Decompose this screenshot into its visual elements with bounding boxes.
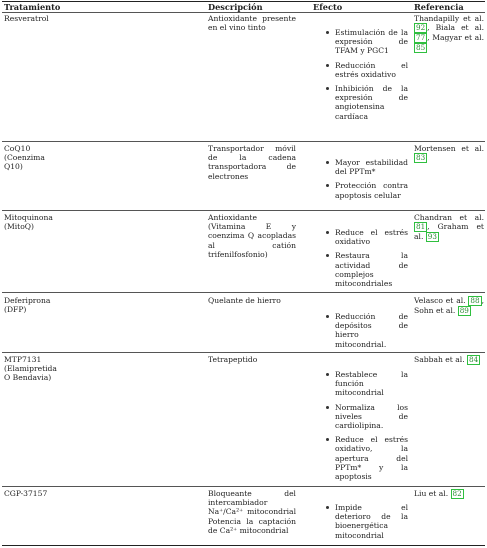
- effect-item: [326, 312, 408, 349]
- effect-item: [326, 228, 408, 246]
- bullet-icon: [326, 64, 329, 67]
- reference-text: , Sohn et al.: [414, 296, 484, 315]
- reference-text: Velasco et al.: [414, 296, 469, 305]
- effect-item: [326, 28, 408, 56]
- cell-effects: [326, 158, 408, 205]
- reference-text: , Magyar et al.: [427, 33, 484, 43]
- cell-reference: [414, 14, 484, 53]
- cell-reference: [414, 296, 484, 316]
- cell-reference: [414, 213, 484, 242]
- cell-description: Bloqueante del intercambiador Na⁺/Ca²⁺ mitocondrial Potencia la captación de Ca²⁺ mitocondrial: [208, 489, 296, 535]
- row-rule: [2, 486, 485, 487]
- effect-text: Reduce el estrés oxidativo: [335, 228, 408, 247]
- cell-effects: [326, 312, 408, 354]
- cell-reference: [414, 144, 484, 163]
- citation-link[interactable]: 88: [470, 296, 480, 305]
- bullet-icon: [326, 438, 329, 441]
- effect-item: [326, 370, 408, 398]
- effect-text: Estimulación de la expresión de TFAM y PGC1: [335, 28, 408, 56]
- bottom-rule: [2, 545, 485, 546]
- bullet-icon: [326, 184, 329, 187]
- cell-description: Quelante de hierro: [208, 296, 281, 305]
- row-rule: [2, 352, 485, 353]
- cell-treatment: MTP7131 (Elamipretida O Bendavia): [4, 355, 57, 383]
- bullet-icon: [326, 161, 329, 164]
- bullet-icon: [326, 406, 329, 409]
- reference-text: Liu et al.: [414, 489, 451, 498]
- effect-text: Reduce el estrés oxidativo, la apertura del PPTm* y la apoptosis: [335, 435, 408, 482]
- effect-item: [326, 181, 408, 199]
- reference-text: Sabbah et al.: [414, 355, 468, 364]
- effect-item: [326, 84, 408, 121]
- bullet-icon: [326, 31, 329, 34]
- bullet-icon: [326, 87, 329, 90]
- reference-text: , Biala et al.: [427, 23, 484, 33]
- bullet-icon: [326, 315, 329, 318]
- cell-effects: [326, 370, 408, 486]
- effects-list: [326, 503, 408, 540]
- cell-treatment: Deferiprona (DFP): [4, 296, 51, 315]
- citation-link[interactable]: 85: [416, 43, 426, 53]
- cell-treatment: Resveratrol: [4, 14, 49, 23]
- effect-item: [326, 435, 408, 481]
- citation-link[interactable]: 81: [416, 222, 426, 232]
- cell-treatment: CoQ10 (Coenzima Q10): [4, 144, 45, 172]
- effect-item: [326, 503, 408, 540]
- bullet-icon: [326, 373, 329, 376]
- header-rule: [2, 12, 485, 13]
- cell-reference: [414, 355, 484, 365]
- effect-item: [326, 403, 408, 431]
- effects-list: [326, 228, 408, 288]
- effects-list: [326, 370, 408, 481]
- cell-treatment: CGP-37157: [4, 489, 48, 498]
- bullet-icon: [326, 231, 329, 234]
- cell-description: Antioxidante (Vitamina E y coenzima Q acopladas al catión trifenilfosfonio): [208, 213, 296, 259]
- citation-link[interactable]: 83: [416, 153, 426, 163]
- effects-list: [326, 28, 408, 121]
- citation-link[interactable]: 77: [416, 33, 426, 43]
- header-reference: Referencia: [414, 2, 464, 12]
- citation-link[interactable]: 93: [427, 232, 437, 242]
- cell-effects: [326, 503, 408, 545]
- cell-treatment: Mitoquinona (MitoQ): [4, 213, 53, 232]
- effect-item: [326, 61, 408, 79]
- cell-effects: [326, 228, 408, 293]
- cell-description: Antioxidante presente en el vino tinto: [208, 14, 296, 33]
- effects-list: [326, 312, 408, 349]
- citation-link[interactable]: 82: [452, 489, 462, 498]
- effect-item: [326, 158, 408, 176]
- cell-description: Transportador móvil de la cadena transportadora de electrones: [208, 144, 296, 181]
- reference-text: , Graham et al.: [414, 222, 484, 242]
- effects-list: [326, 158, 408, 200]
- effect-item: [326, 251, 408, 288]
- effect-text: Normaliza los niveles de cardiolipina.: [335, 402, 408, 431]
- effect-text: Reducción el estrés oxidativo: [335, 60, 408, 79]
- effect-text: Restaura la actividad de complejos mitocondriales: [335, 251, 408, 289]
- citation-link[interactable]: 89: [459, 306, 469, 315]
- effect-text: Reducción de depósitos de hierro mitocondrial.: [335, 312, 408, 349]
- cell-reference: [414, 489, 484, 499]
- effect-text: Mayor estabilidad del PPTm*: [335, 158, 408, 177]
- bullet-icon: [326, 254, 329, 257]
- row-rule: [2, 210, 485, 211]
- citation-link[interactable]: 84: [469, 355, 479, 364]
- row-rule: [2, 292, 485, 293]
- reference-text: Thandapilly et al.: [414, 14, 484, 23]
- header-description: Descripción: [208, 2, 263, 12]
- effect-text: Inhibición de la expresión de angiotensina cardíaca: [335, 84, 408, 121]
- row-rule: [2, 141, 485, 142]
- citation-link[interactable]: 92: [416, 23, 426, 33]
- effect-text: Restablece la función mitocondrial: [335, 370, 408, 398]
- effect-text: Protección contra apoptosis celular: [335, 181, 408, 200]
- effect-text: Impide el deterioro de la bioenergética mitocondrial: [335, 503, 408, 540]
- reference-text: Mortensen et al.: [414, 144, 484, 153]
- reference-text: Chandran et al.: [414, 213, 484, 222]
- cell-description: Tetrapeptido: [208, 355, 258, 364]
- header-effect: Efecto: [313, 2, 343, 12]
- cell-effects: [326, 28, 408, 126]
- bullet-icon: [326, 506, 329, 509]
- header-treatment: Tratamiento: [4, 2, 61, 12]
